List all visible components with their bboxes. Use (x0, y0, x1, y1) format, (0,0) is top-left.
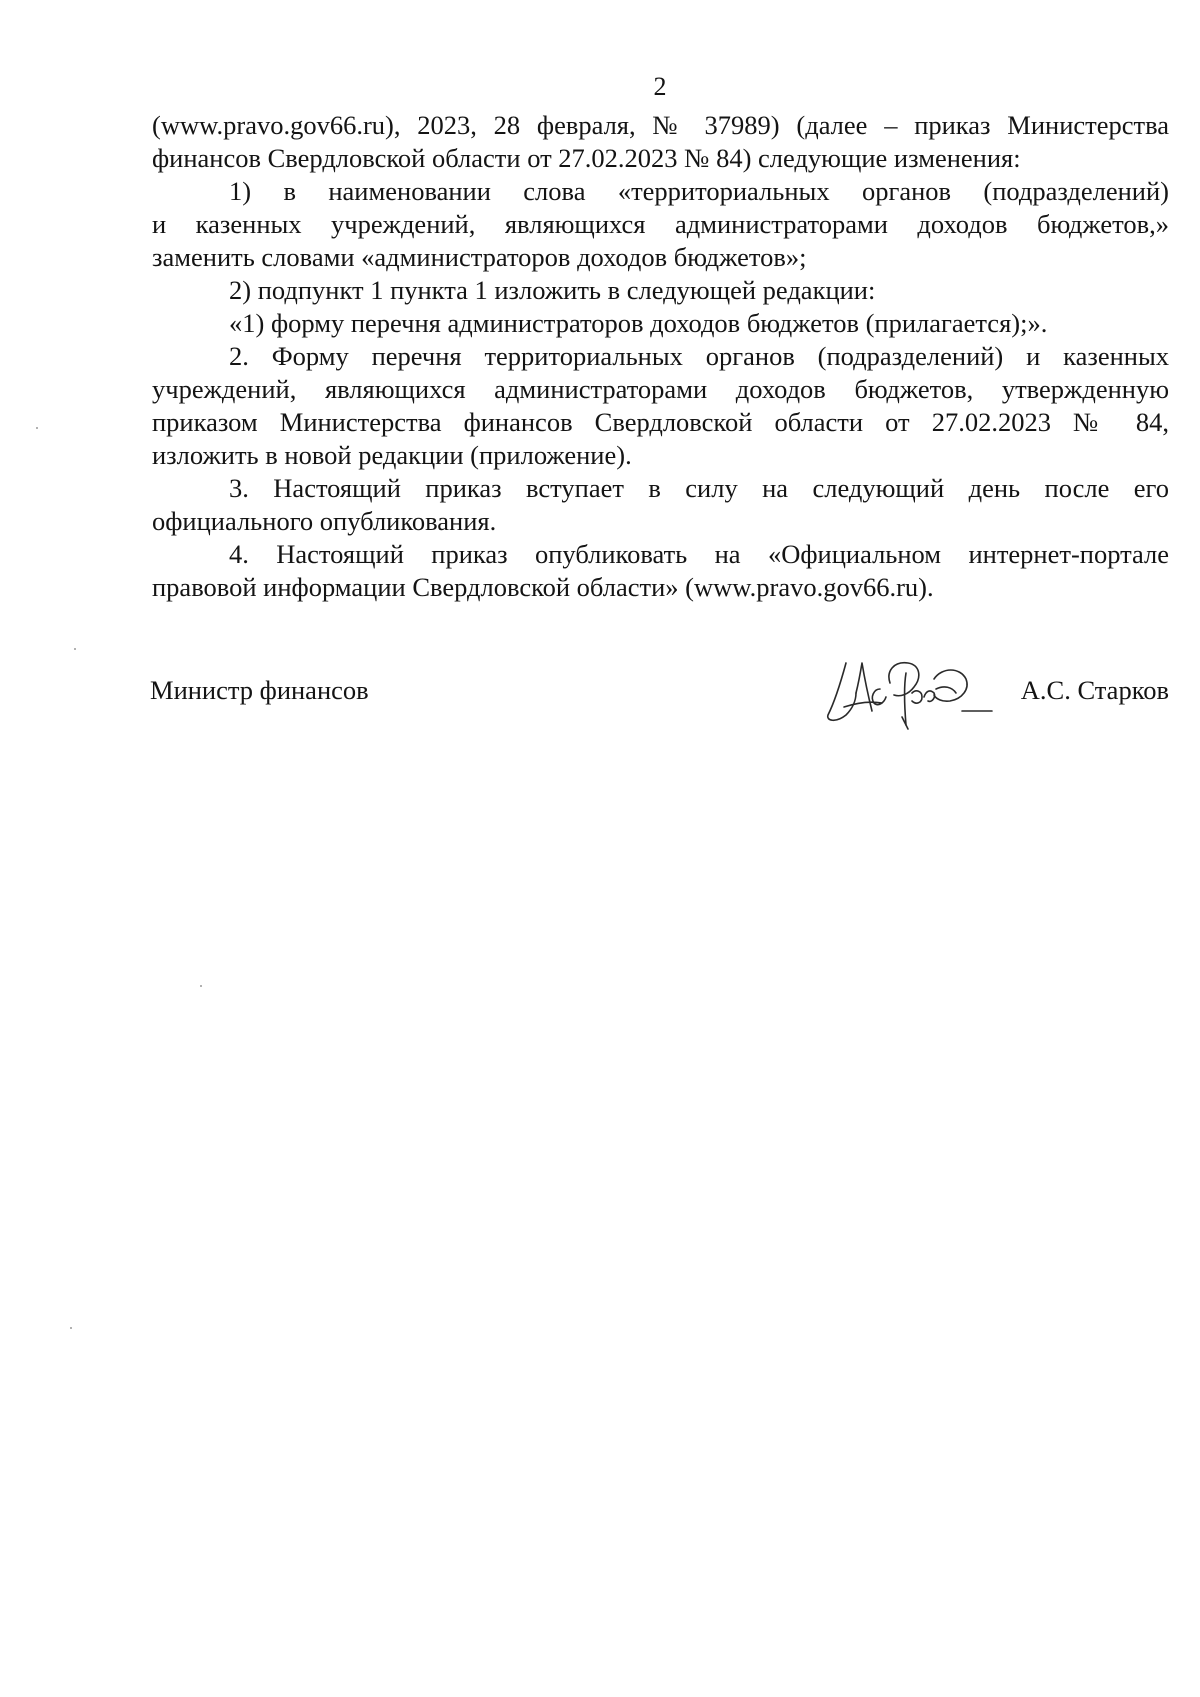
page-number: 2 (653, 72, 667, 101)
body-line: заменить словами «администраторов доходов бюджетов»; (152, 242, 807, 272)
scan-artifact (74, 648, 76, 650)
scan-artifact (36, 427, 38, 429)
handwritten-signature (816, 645, 996, 735)
body-line: 4. Настоящий приказ опубликовать на «Официальном интернет-портале (229, 539, 1169, 569)
body-line: 1) в наименовании слова «территориальных органов (подразделений) (229, 176, 1169, 206)
scan-artifact (200, 985, 202, 987)
body-line: официального опубликования. (152, 506, 497, 536)
body-line: и казенных учреждений, являющихся администраторами доходов бюджетов,» (152, 209, 1169, 239)
signatory-position: Министр финансов (150, 675, 369, 705)
body-line: приказом Министерства финансов Свердловской области от 27.02.2023 № 84, (152, 407, 1169, 437)
body-line: 3. Настоящий приказ вступает в силу на следующий день после его (229, 473, 1169, 503)
body-line: изложить в новой редакции (приложение). (152, 440, 632, 470)
body-line: учреждений, являющихся администраторами доходов бюджетов, утвержденную (152, 374, 1169, 404)
body-line: 2. Форму перечня территориальных органов (подразделений) и казенных (229, 341, 1169, 371)
body-line: правовой информации Свердловской области» (www.pravo.gov66.ru). (152, 572, 934, 602)
scan-artifact (70, 1327, 72, 1329)
signature-block (0, 673, 1200, 733)
signatory-name: А.С. Старков (1020, 675, 1169, 705)
body-line: (www.pravo.gov66.ru), 2023, 28 февраля, № 37989) (далее – приказ Министерства (152, 110, 1169, 140)
body-line: финансов Свердловской области от 27.02.2023 № 84) следующие изменения: (152, 143, 1021, 173)
body-line: «1) форму перечня администраторов доходов бюджетов (прилагается);». (229, 308, 1048, 338)
body-line: 2) подпункт 1 пункта 1 изложить в следующей редакции: (229, 275, 876, 305)
